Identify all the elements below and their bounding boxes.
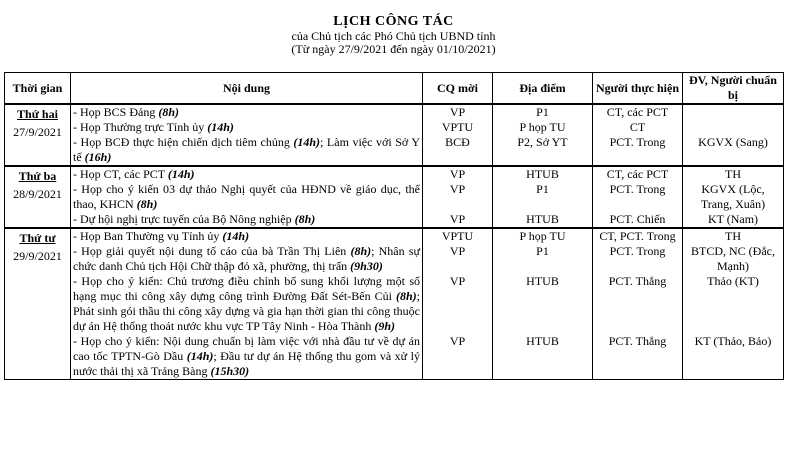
date-range: (Từ ngày 27/9/2021 đến ngày 01/10/2021) bbox=[291, 42, 496, 56]
item-text: - Họp cho ý kiến: Chủ trương điều chỉnh bổ sung khối lượng một số hạng mục thi công xây dựng công trình Đường Đất Sét-Bến Củi bbox=[73, 274, 420, 303]
cell-place: HTUB bbox=[526, 274, 559, 288]
content-item bbox=[73, 182, 420, 212]
content-item bbox=[73, 212, 420, 227]
content-item bbox=[73, 334, 420, 379]
cell-cq: VP bbox=[449, 182, 466, 196]
location-cell bbox=[493, 104, 593, 166]
item-time: (14h) bbox=[222, 229, 250, 243]
item-time: (14h) bbox=[167, 167, 195, 181]
item-text: - Họp Thường trực Tỉnh ủy bbox=[73, 120, 208, 134]
cell-place: HTUB bbox=[526, 212, 559, 226]
day-name: Thứ tư bbox=[19, 231, 56, 245]
item-time: (8h) bbox=[395, 289, 417, 303]
document-header bbox=[0, 0, 787, 56]
cell-place: HTUB bbox=[526, 167, 559, 181]
content-item bbox=[73, 244, 420, 274]
content-item bbox=[73, 105, 420, 120]
inviter-cell bbox=[423, 166, 493, 228]
cell-prep: TH bbox=[725, 229, 741, 243]
cell-prep: KGVX (Sang) bbox=[698, 135, 768, 149]
item-time: (15h30) bbox=[210, 364, 250, 378]
item-text: - Họp giải quyết nội dung tố cáo của bà Trần Thị Liên bbox=[73, 244, 351, 258]
cell-cq: VP bbox=[449, 244, 466, 258]
cell-prep: Thảo (KT) bbox=[707, 274, 759, 288]
cell-place: P1 bbox=[536, 105, 549, 119]
item-time: (14h) bbox=[186, 349, 214, 363]
cell-person: PCT. Trong bbox=[609, 244, 666, 258]
cell-cq: VP bbox=[449, 212, 466, 226]
location-cell bbox=[493, 166, 593, 228]
cell-person: PCT. Thắng bbox=[608, 274, 667, 288]
cell-prep: KGVX (Lộc, Trang, Xuân) bbox=[700, 182, 766, 211]
item-time: (8h) bbox=[158, 105, 180, 119]
preparer-cell bbox=[683, 166, 784, 228]
schedule-table bbox=[4, 72, 784, 380]
table-row bbox=[5, 104, 784, 166]
cell-person: CT bbox=[629, 120, 646, 134]
col-header-content: Nội dung bbox=[71, 73, 423, 105]
content-item bbox=[73, 167, 420, 182]
cell-prep bbox=[685, 120, 781, 135]
item-text: - Họp Ban Thường vụ Tỉnh ủy bbox=[73, 229, 223, 243]
content-cell bbox=[71, 228, 423, 380]
cell-person: PCT. Trong bbox=[609, 182, 666, 196]
item-text: ; Phát sinh gói thầu thi công xây dựng và gia hạn thời gian thi công thuộc dự án Hệ thống thoát nước khu vực TP Tây Ninh - Hòa Thành bbox=[73, 289, 420, 333]
inviter-cell bbox=[423, 104, 493, 166]
item-text: ; Nhân sự chức danh Chủ tịch Hội Chữ thập đỏ xã, phường, thị trấn bbox=[73, 244, 420, 273]
table-row bbox=[5, 228, 784, 380]
cell-person: PCT. Trong bbox=[609, 135, 666, 149]
cell-cq: VPTU bbox=[441, 229, 474, 243]
content-item bbox=[73, 120, 420, 135]
content-item bbox=[73, 229, 420, 244]
cell-cq: VPTU bbox=[441, 120, 474, 134]
item-time: (8h) bbox=[350, 244, 372, 258]
day-date: 27/9/2021 bbox=[13, 125, 62, 139]
cell-place: P2, Sở YT bbox=[517, 135, 568, 149]
item-time: (14h) bbox=[293, 135, 321, 149]
cell-place: P họp TU bbox=[519, 229, 566, 243]
col-header-preparer: ĐV, Người chuẩn bị bbox=[683, 73, 784, 105]
col-header-location: Địa điểm bbox=[493, 73, 593, 105]
cell-person: CT, các PCT bbox=[606, 167, 669, 181]
item-time: (16h) bbox=[84, 150, 112, 164]
cell-place: HTUB bbox=[526, 334, 559, 348]
cell-person: CT, các PCT bbox=[606, 105, 669, 119]
inviter-cell bbox=[423, 228, 493, 380]
page-title: LỊCH CÔNG TÁC bbox=[333, 14, 454, 29]
location-cell bbox=[493, 228, 593, 380]
item-text: - Họp cho ý kiến 03 dự thảo Nghị quyết của HĐND về giáo dục, thể thao, KHCN bbox=[73, 182, 420, 211]
cell-cq: VP bbox=[449, 274, 466, 288]
performer-cell bbox=[593, 228, 683, 380]
col-header-performer: Người thực hiện bbox=[593, 73, 683, 105]
item-time: (8h) bbox=[294, 212, 316, 226]
cell-prep: KT (Nam) bbox=[707, 212, 759, 226]
day-cell bbox=[5, 228, 71, 380]
cell-person: PCT. Chiến bbox=[609, 212, 666, 226]
item-text: - Họp BCĐ thực hiện chiến dịch tiêm chủng bbox=[73, 135, 294, 149]
cell-place: P1 bbox=[536, 244, 549, 258]
day-name: Thứ hai bbox=[17, 107, 58, 121]
cell-cq: VP bbox=[449, 334, 466, 348]
preparer-cell bbox=[683, 104, 784, 166]
cell-prep bbox=[685, 105, 781, 120]
cell-prep: BTCD, NC (Đắc, Mạnh) bbox=[691, 244, 775, 273]
cell-place: P họp TU bbox=[519, 120, 566, 134]
item-text: - Họp BCS Đảng bbox=[73, 105, 159, 119]
day-cell bbox=[5, 104, 71, 166]
item-text: ; Làm việc với Sở Y tế bbox=[73, 135, 421, 164]
item-time: (14h) bbox=[207, 120, 234, 134]
day-name: Thứ ba bbox=[18, 169, 57, 183]
content-cell bbox=[71, 104, 423, 166]
performer-cell bbox=[593, 166, 683, 228]
day-date: 28/9/2021 bbox=[13, 187, 62, 201]
cell-prep: KT (Thảo, Bảo) bbox=[694, 334, 772, 348]
preparer-cell bbox=[683, 228, 784, 380]
performer-cell bbox=[593, 104, 683, 166]
item-text: - Dự hội nghị trực tuyến của Bộ Nông nghiệp bbox=[73, 212, 295, 226]
col-header-time: Thời gian bbox=[5, 73, 71, 105]
item-text: - Họp cho ý kiến: Nội dung chuẩn bị làm việc với nhà đầu tư về dự án cao tốc TPTN-Gò Dầu bbox=[73, 334, 420, 363]
item-time: (9h30) bbox=[350, 259, 383, 273]
content-cell bbox=[71, 166, 423, 228]
item-text: - Họp CT, các PCT bbox=[73, 167, 168, 181]
cell-cq: BCĐ bbox=[445, 135, 470, 149]
cell-cq: VP bbox=[449, 105, 466, 119]
cell-person: PCT. Thắng bbox=[608, 334, 667, 348]
item-time: (8h) bbox=[136, 197, 158, 211]
page-subtitle: của Chủ tịch các Phó Chủ tịch UBND tỉnh bbox=[291, 29, 496, 43]
item-time: (9h) bbox=[374, 319, 396, 333]
cell-person: CT, PCT. Trong bbox=[599, 229, 676, 243]
col-header-inviter: CQ mời bbox=[423, 73, 493, 105]
item-text: ; Đầu tư dự án Hệ thống thu gom và xử lý nước thải thị xã Trảng Bàng bbox=[73, 349, 421, 378]
cell-place: P1 bbox=[536, 182, 549, 196]
table-header-row bbox=[5, 73, 784, 105]
content-item bbox=[73, 274, 420, 334]
day-date: 29/9/2021 bbox=[13, 249, 62, 263]
content-item bbox=[73, 135, 420, 165]
table-row bbox=[5, 166, 784, 228]
cell-prep: TH bbox=[725, 167, 741, 181]
cell-cq: VP bbox=[449, 167, 466, 181]
day-cell bbox=[5, 166, 71, 228]
